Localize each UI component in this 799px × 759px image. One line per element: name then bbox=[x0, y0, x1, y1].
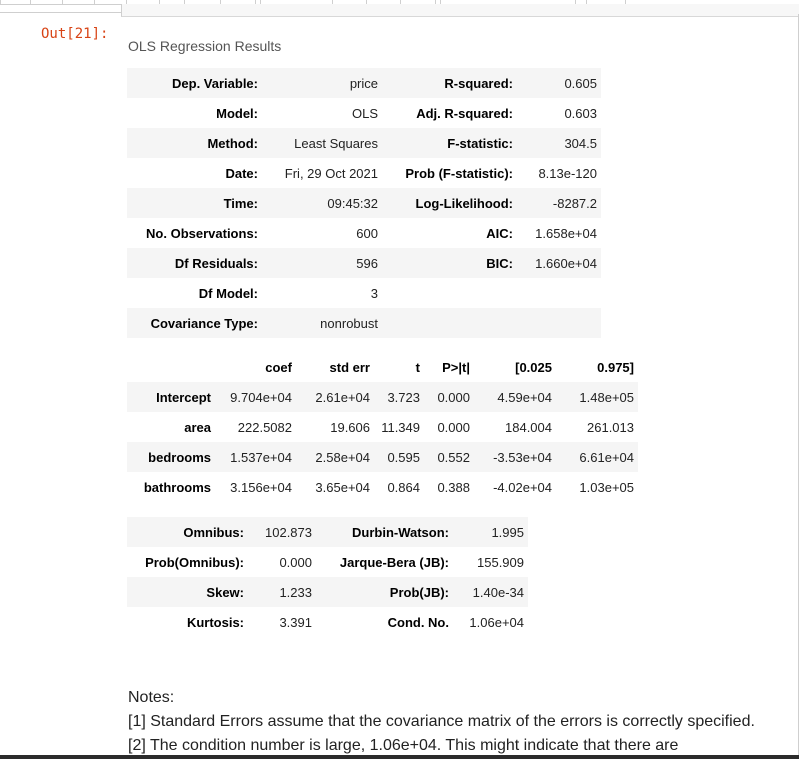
diagnostics-value: 1.995 bbox=[491, 524, 524, 540]
summary-label: Method: bbox=[207, 135, 258, 151]
summary-table bbox=[127, 68, 601, 338]
diagnostics-value: 102.873 bbox=[265, 524, 312, 540]
coef-value: 6.61e+04 bbox=[579, 449, 634, 465]
summary-label: BIC: bbox=[486, 255, 513, 271]
diagnostics-value: 1.06e+04 bbox=[469, 614, 524, 630]
notes-title: Notes: bbox=[128, 689, 175, 706]
coef-column-header: t bbox=[415, 359, 420, 375]
coef-value: 1.537e+04 bbox=[230, 449, 292, 465]
summary-row bbox=[127, 68, 601, 98]
diagnostics-row bbox=[127, 547, 528, 577]
coef-value: 0.595 bbox=[387, 449, 420, 465]
diagnostics-label: Prob(Omnibus): bbox=[145, 554, 244, 570]
summary-row bbox=[127, 128, 601, 158]
coef-value: 3.65e+04 bbox=[315, 479, 370, 495]
summary-value: Fri, 29 Oct 2021 bbox=[284, 165, 378, 181]
summary-label: Dep. Variable: bbox=[172, 75, 258, 91]
coef-value: 184.004 bbox=[505, 419, 552, 435]
summary-label: Df Model: bbox=[198, 285, 258, 301]
coef-value: 1.48e+05 bbox=[579, 389, 634, 405]
diagnostics-label: Cond. No. bbox=[387, 614, 449, 630]
summary-value: 1.660e+04 bbox=[535, 255, 597, 271]
summary-label: Date: bbox=[225, 165, 258, 181]
summary-label: R-squared: bbox=[444, 75, 513, 91]
summary-value: OLS bbox=[351, 105, 378, 121]
coef-value: 19.606 bbox=[330, 419, 370, 435]
diagnostics-label: Skew: bbox=[206, 584, 244, 600]
diagnostics-label: Omnibus: bbox=[183, 524, 244, 540]
summary-label: Adj. R-squared: bbox=[416, 105, 513, 121]
diagnostics-row bbox=[127, 607, 528, 637]
summary-label: Df Residuals: bbox=[174, 255, 258, 271]
coef-variable-name: area bbox=[184, 419, 211, 435]
summary-value: nonrobust bbox=[320, 315, 378, 331]
coef-column-header: [0.025 bbox=[515, 359, 552, 375]
diagnostics-value: 155.909 bbox=[477, 554, 524, 570]
summary-value: Least Squares bbox=[294, 135, 378, 151]
summary-label: Time: bbox=[223, 195, 258, 211]
summary-value: 1.658e+04 bbox=[535, 225, 597, 241]
diagnostics-label: Durbin-Watson: bbox=[352, 524, 449, 540]
summary-label bbox=[382, 308, 517, 338]
coef-value: 0.552 bbox=[437, 449, 470, 465]
summary-label: Log-Likelihood: bbox=[415, 195, 513, 211]
coef-row bbox=[127, 442, 638, 472]
summary-row bbox=[127, 98, 601, 128]
coef-value: 0.000 bbox=[437, 419, 470, 435]
coef-value: 1.03e+05 bbox=[579, 479, 634, 495]
summary-row bbox=[127, 158, 601, 188]
coef-column-header: coef bbox=[265, 359, 292, 375]
toolbar-button[interactable] bbox=[30, 0, 64, 5]
coef-value: 0.388 bbox=[437, 479, 470, 495]
coef-value: 0.864 bbox=[387, 479, 420, 495]
output-prompt: Out[21]: bbox=[41, 26, 109, 42]
coef-header-row bbox=[127, 352, 638, 382]
diagnostics-value: 1.40e-34 bbox=[472, 584, 524, 600]
coef-value: -4.02e+04 bbox=[493, 479, 552, 495]
input-cell-edge[interactable] bbox=[121, 4, 799, 17]
summary-label: AIC: bbox=[486, 225, 513, 241]
summary-label: F-statistic: bbox=[447, 135, 513, 151]
coef-column-header: 0.975] bbox=[597, 359, 634, 375]
summary-value bbox=[517, 278, 601, 308]
coef-value: 0.000 bbox=[437, 389, 470, 405]
diagnostics-value: 1.233 bbox=[279, 584, 312, 600]
coef-column-header: P>|t| bbox=[442, 359, 470, 375]
coefficients-table bbox=[127, 352, 638, 502]
coef-value: 11.349 bbox=[381, 419, 420, 435]
toolbar-button[interactable] bbox=[0, 0, 32, 5]
summary-row bbox=[127, 278, 601, 308]
summary-label: No. Observations: bbox=[146, 225, 258, 241]
coef-row bbox=[127, 382, 638, 412]
summary-label bbox=[382, 278, 517, 308]
summary-value: 09:45:32 bbox=[327, 195, 378, 211]
summary-row bbox=[127, 248, 601, 278]
summary-row bbox=[127, 218, 601, 248]
summary-value: price bbox=[349, 75, 378, 91]
coef-column-header: std err bbox=[329, 359, 370, 375]
horizontal-scrollbar[interactable] bbox=[0, 755, 799, 759]
diagnostics-label: Jarque-Bera (JB): bbox=[339, 554, 449, 570]
summary-value: 8.13e-120 bbox=[538, 165, 597, 181]
diagnostics-value: 3.391 bbox=[279, 614, 312, 630]
coef-value: 3.156e+04 bbox=[230, 479, 292, 495]
coef-row bbox=[127, 412, 638, 442]
coef-value: 261.013 bbox=[587, 419, 634, 435]
diagnostics-row bbox=[127, 517, 528, 547]
coef-value: 9.704e+04 bbox=[230, 389, 292, 405]
coef-value: -3.53e+04 bbox=[493, 449, 552, 465]
coef-value: 222.5082 bbox=[237, 419, 292, 435]
coef-variable-name: bedrooms bbox=[148, 449, 211, 465]
summary-value bbox=[517, 308, 601, 338]
note-line-2: [2] The condition number is large, 1.06e+04. This might indicate that there are bbox=[128, 737, 679, 754]
summary-label: Covariance Type: bbox=[150, 315, 258, 331]
summary-label: Model: bbox=[216, 105, 258, 121]
coef-value: 2.61e+04 bbox=[315, 389, 370, 405]
note-line-1: [1] Standard Errors assume that the covariance matrix of the errors is correctly specified. bbox=[128, 713, 755, 730]
summary-value: 596 bbox=[356, 255, 378, 271]
diagnostics-label: Kurtosis: bbox=[186, 614, 244, 630]
toolbar-button[interactable] bbox=[62, 0, 96, 5]
summary-value: -8287.2 bbox=[552, 195, 597, 211]
summary-value: 0.603 bbox=[564, 105, 597, 121]
summary-value: 304.5 bbox=[564, 135, 597, 151]
notes-block bbox=[128, 686, 755, 758]
coef-row bbox=[127, 472, 638, 502]
summary-value: 0.605 bbox=[564, 75, 597, 91]
summary-label: Prob (F-statistic): bbox=[405, 165, 513, 181]
diagnostics-label: Prob(JB): bbox=[389, 584, 449, 600]
results-caption: OLS Regression Results bbox=[128, 38, 282, 54]
coef-variable-name: bathrooms bbox=[143, 479, 211, 495]
coef-column-header bbox=[127, 352, 215, 382]
diagnostics-row bbox=[127, 577, 528, 607]
coef-value: 3.723 bbox=[387, 389, 420, 405]
summary-row bbox=[127, 308, 601, 338]
coef-variable-name: Intercept bbox=[156, 389, 211, 405]
summary-value: 3 bbox=[370, 285, 378, 301]
coef-value: 4.59e+04 bbox=[497, 389, 552, 405]
summary-row bbox=[127, 188, 601, 218]
diagnostics-table bbox=[127, 517, 528, 637]
summary-value: 600 bbox=[356, 225, 378, 241]
coef-value: 2.58e+04 bbox=[315, 449, 370, 465]
diagnostics-value: 0.000 bbox=[279, 554, 312, 570]
